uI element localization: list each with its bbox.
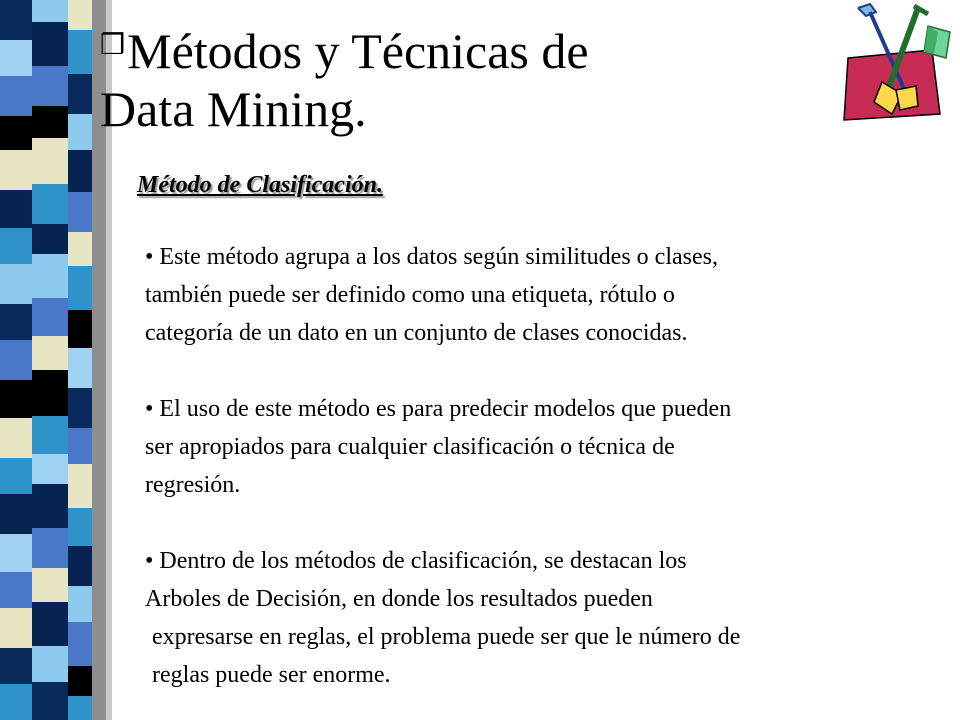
text-line: Arboles de Decisión, en donde los resultados pueden: [145, 586, 653, 612]
text-line: también puede ser definido como una etiqueta, rótulo o: [145, 282, 675, 308]
text-line: • Dentro de los métodos de clasificación, se destacan los: [145, 548, 687, 574]
title-line-1: Métodos y Técnicas de: [127, 23, 589, 79]
title-line-2: Data Mining.: [100, 81, 367, 137]
paragraph-2: [145, 390, 945, 504]
text-line: reglas puede ser enorme.: [152, 662, 391, 688]
text-line: ser apropiados para cualquier clasificación o técnica de: [145, 434, 675, 460]
text-line: • Este método agrupa a los datos según similitudes o clases,: [145, 244, 718, 270]
text-line: regresión.: [145, 472, 241, 498]
text-line: expresarse en reglas, el problema puede ser que le número de: [152, 624, 741, 650]
decorative-stripe: [0, 0, 112, 720]
text-line: • El uso de este método es para predecir modelos que pueden: [145, 396, 732, 422]
body-text: [145, 238, 945, 694]
section-subtitle: Método de Clasificación.: [137, 172, 383, 198]
text-line: categoría de un dato en un conjunto de clases conocidas.: [145, 320, 688, 346]
square-bullet-icon: ❒: [100, 28, 126, 61]
paragraph-1: [145, 238, 945, 352]
paragraph-3: [145, 542, 945, 694]
slide-title: [100, 16, 800, 138]
shovel-pickaxe-clipart-icon: [836, 2, 956, 124]
